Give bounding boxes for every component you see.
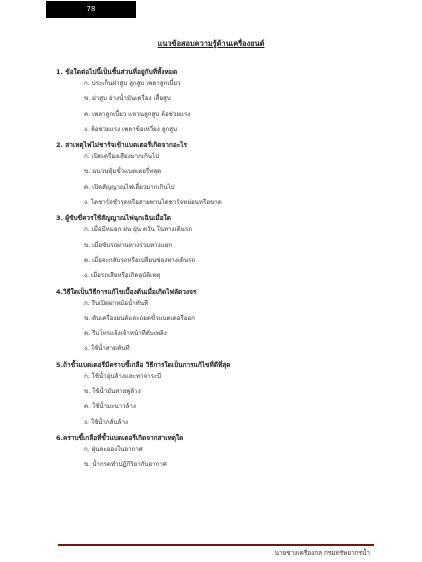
- question-item: [56, 66, 396, 136]
- question-text: 3. ผู้ขับขี่ควรใช้สัญญาณไฟฉุกเฉินเมื่อใด: [56, 214, 172, 223]
- answer-option: ข. เมื่อขับรถผ่านทางร่วมทางแยก: [84, 241, 173, 249]
- question-item: [56, 359, 396, 429]
- answer-option: ก. เมื่อมีหมอก ฝน ฝุ่น ควัน ในทางเดินรถ: [84, 226, 192, 234]
- question-item: [56, 212, 396, 282]
- question-text: 6.คราบขี้เกลือที่ขั้วแบตเตอรี่เกิดจากสาเหตุใด: [56, 433, 184, 442]
- answer-option: ก. รีบเปิดฝาหม้อน้ำทันที: [84, 299, 149, 307]
- answer-option: ค. รีบโทรแจ้งเจ้าหน้าที่ดับเพลิง: [84, 330, 167, 338]
- page-number: 78: [46, 1, 136, 18]
- question-text: 1. ข้อใดต่อไปนี้เป็นชิ้นส่วนที่อยู่กับที่ทั้งหมด: [56, 68, 178, 76]
- question-text: 4.วิธีใดเป็นวิธีการแก้ไขเบื้องต้นเมื่อเกิดไฟลัดวงจร: [56, 287, 197, 296]
- answer-option: ง. เมื่อรถเสียหรือเกิดอุบัติเหตุ: [84, 272, 161, 280]
- answer-option: ง. ล้อช่วยแรง เพลาข้อเหวี่ยง ลูกสูบ: [84, 125, 177, 133]
- answer-option: ก. ประเก็นฝาสูบ ลูกสูบ เพลาลูกเบี้ยว: [84, 80, 181, 87]
- answer-option: ข. ดับเครื่องยนต์และถอดขั้วแบตเตอรี่ออก: [84, 314, 195, 322]
- question-item: [56, 139, 396, 209]
- answer-option: ข. ฝาสูบ อ่างน้ำมันเครื่อง เสื้อสูบ: [84, 95, 171, 103]
- question-item: [56, 432, 396, 471]
- answer-option: ค. เปิดสัญญาณไฟเลี้ยวมากเกินไป: [84, 183, 175, 191]
- document-title: แนวข้อสอบความรู้ด้านเครื่องยนต์: [157, 39, 265, 48]
- answer-option: ข. ฉนวนหุ้มขั้วแบตเตอรี่หลุด: [84, 168, 162, 176]
- answer-option: ค. เมื่อจะกลับรถหรือเปลี่ยนช่องทางเดินรถ: [84, 256, 196, 264]
- question-text: 2. สาเหตุไฟไม่ชาร์จเข้าแบตเตอรี่เกิดจากอะไร: [56, 141, 188, 150]
- answer-option: ก. ใช้น้ำอุ่นล้างและทาจาระบี: [84, 372, 162, 380]
- question-list: [56, 66, 396, 475]
- answer-option: ข. ใช้น้ำมันสายพูล้าง: [84, 388, 141, 396]
- footer-text: นายช่างเครื่องกล กรมทรัพยากรน้ำ: [274, 549, 370, 557]
- answer-option: ข. น้ำกรดทำปฏิกิริยากับอากาศ: [84, 461, 167, 469]
- answer-option: ค. ใช้น้ำมะนาวล้าง: [84, 403, 136, 411]
- answer-option: ง. ไดชาร์จชำรุดหรือสายพานไดชาร์จหย่อนหรือขาด: [84, 199, 222, 207]
- question-text: 5.ถ้าขั้วแบตเตอรี่มีคราบขี้เกลือ วิธีการใดเป็นการแก้ไขที่ดีที่สุด: [56, 360, 231, 369]
- footer-divider: [58, 544, 374, 546]
- answer-option: ง. ใช้น้ำกลั่นล้าง: [84, 418, 128, 426]
- answer-option: ค. เพลาลูกเบี้ยว แหวนลูกสูบ ล้อช่วยแรง: [84, 110, 191, 118]
- answer-option: ก. ฝุ่นละอองในอากาศ: [84, 445, 143, 453]
- question-item: [56, 286, 396, 356]
- answer-option: ก. เปิดเครื่องเสียงมากเกินไป: [84, 153, 160, 161]
- answer-option: ง. ใช้น้ำสาดทันที: [84, 345, 130, 353]
